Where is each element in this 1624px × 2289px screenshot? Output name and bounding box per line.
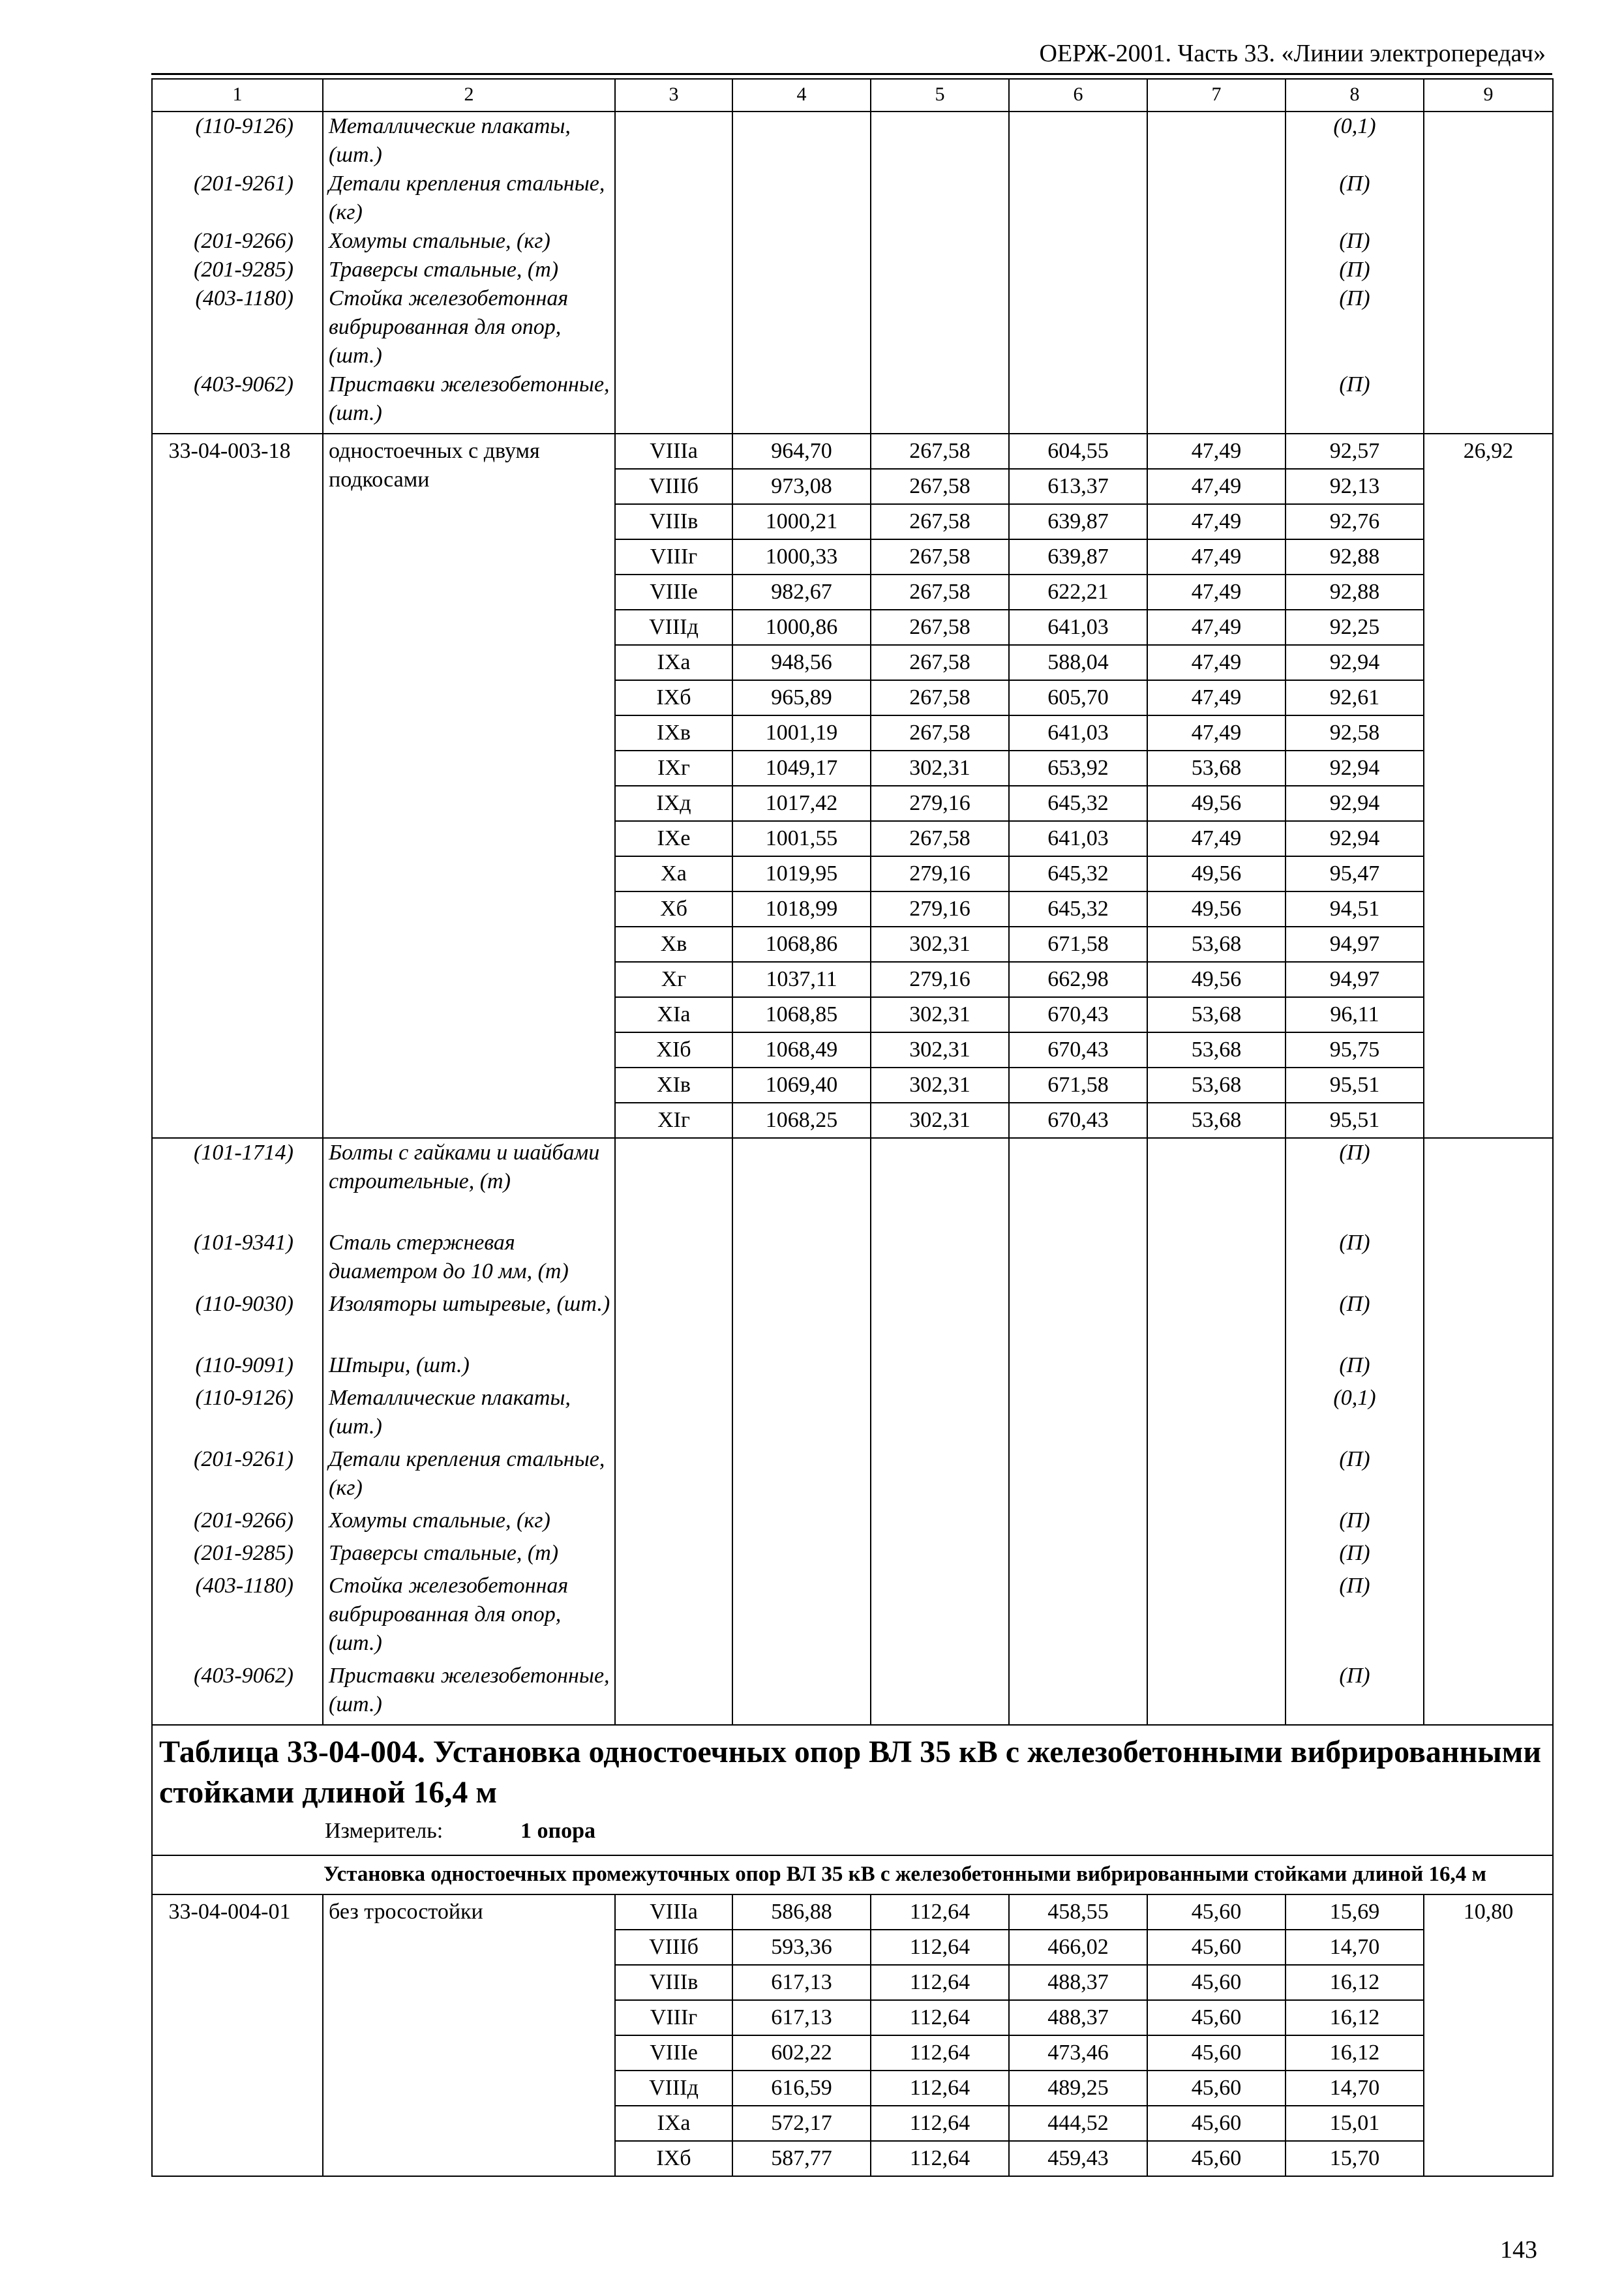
- resource-value: (0,1): [1333, 114, 1376, 138]
- value-cell: 302,31: [871, 997, 1009, 1032]
- value-cell: 1049,17: [732, 751, 871, 786]
- value-cell: 973,08: [732, 469, 871, 504]
- value-cell: 488,37: [1009, 1965, 1147, 2000]
- zone-cell: VIIIб: [615, 469, 732, 504]
- zone-cell: VIIIг: [615, 2000, 732, 2035]
- empty-cell: [1009, 112, 1147, 434]
- value-cell: 92,13: [1286, 469, 1424, 504]
- value-cell: 645,32: [1009, 856, 1147, 891]
- measure-line: [159, 1817, 1544, 1846]
- value-cell: 47,49: [1147, 821, 1286, 856]
- value-cell: 92,61: [1286, 680, 1424, 715]
- value-cell: 47,49: [1147, 434, 1286, 469]
- value-cell: 639,87: [1009, 504, 1147, 539]
- value-cell: 279,16: [871, 856, 1009, 891]
- value-cell: 53,68: [1147, 927, 1286, 962]
- zone-cell: Xб: [615, 891, 732, 927]
- value-cell: 617,13: [732, 2000, 871, 2035]
- resource-name: Сталь стержневая диаметром до 10 мм, (т): [329, 1231, 569, 1283]
- value-cell: 587,77: [732, 2141, 871, 2176]
- resource-names: [323, 1138, 615, 1725]
- resource-name: Стойка железобетонная вибрированная для опор, (шт.): [329, 286, 569, 368]
- resource-code: (201-9285): [194, 1541, 293, 1565]
- col-number: 3: [615, 79, 732, 112]
- zone-cell: IXб: [615, 2141, 732, 2176]
- value-cell: 112,64: [871, 2141, 1009, 2176]
- value-cell: 47,49: [1147, 680, 1286, 715]
- zone-cell: IXа: [615, 645, 732, 680]
- value-cell: 45,60: [1147, 2035, 1286, 2071]
- resource-code: (101-1714): [194, 1141, 293, 1165]
- value-cell: 279,16: [871, 962, 1009, 997]
- value-cell: 586,88: [732, 1894, 871, 1930]
- zone-cell: XIв: [615, 1068, 732, 1103]
- table-004-subtitle-row: [152, 1855, 1553, 1894]
- value-cell: 473,46: [1009, 2035, 1147, 2071]
- empty-cell: [732, 112, 871, 434]
- value-cell: 92,94: [1286, 786, 1424, 821]
- value-cell: 1069,40: [732, 1068, 871, 1103]
- running-header: ОЕРЖ-2001. Часть 33. «Линии электропередач»: [1039, 40, 1546, 67]
- zone-cell: VIIIе: [615, 2035, 732, 2071]
- zone-cell: VIIIв: [615, 1965, 732, 2000]
- value-cell: 267,58: [871, 610, 1009, 645]
- value-cell: 302,31: [871, 1103, 1009, 1138]
- value-cell: 92,94: [1286, 751, 1424, 786]
- resource-section-2: [152, 1138, 1553, 1725]
- zone-cell: IXв: [615, 715, 732, 751]
- value-cell: 53,68: [1147, 1032, 1286, 1068]
- value-cell: 95,51: [1286, 1103, 1424, 1138]
- resource-code: (201-9266): [194, 1508, 293, 1533]
- value-cell: 267,58: [871, 645, 1009, 680]
- resource-name: Приставки железобетонные, (шт.): [329, 372, 610, 425]
- resource-name: Траверсы стальные, (т): [329, 258, 559, 282]
- resource-value: (П): [1339, 258, 1370, 282]
- resource-value: (П): [1339, 1141, 1370, 1165]
- value-cell: 671,58: [1009, 1068, 1147, 1103]
- value-cell: 47,49: [1147, 610, 1286, 645]
- value-cell: 92,88: [1286, 539, 1424, 575]
- resource-value: (П): [1339, 1574, 1370, 1598]
- value-cell: 459,43: [1009, 2141, 1147, 2176]
- value-cell: 95,75: [1286, 1032, 1424, 1068]
- resource-value: (0,1): [1333, 1386, 1376, 1410]
- resource-code: (403-1180): [195, 286, 293, 310]
- resource-codes: [152, 1138, 323, 1725]
- col-number: 6: [1009, 79, 1147, 112]
- zone-cell: Xг: [615, 962, 732, 997]
- value-cell: 1000,86: [732, 610, 871, 645]
- value-cell: 671,58: [1009, 927, 1147, 962]
- value-cell: 49,56: [1147, 856, 1286, 891]
- zone-cell: VIIIа: [615, 1894, 732, 1930]
- value-cell: 639,87: [1009, 539, 1147, 575]
- value-cell: 112,64: [871, 1965, 1009, 2000]
- value-cell: 53,68: [1147, 1068, 1286, 1103]
- value-cell: 1068,49: [732, 1032, 871, 1068]
- zone-cell: VIIIг: [615, 539, 732, 575]
- resource-name: Металлические плакаты, (шт.): [329, 114, 571, 167]
- value-cell: 15,70: [1286, 2141, 1424, 2176]
- col-number: 7: [1147, 79, 1286, 112]
- resource-names: [323, 112, 615, 434]
- value-cell: 622,21: [1009, 575, 1147, 610]
- resource-value: (П): [1339, 172, 1370, 196]
- value-cell: 267,58: [871, 504, 1009, 539]
- zone-cell: XIб: [615, 1032, 732, 1068]
- resource-value: (П): [1339, 229, 1370, 253]
- value-cell: 1001,55: [732, 821, 871, 856]
- value-cell: 302,31: [871, 1032, 1009, 1068]
- table-row: [152, 1894, 1553, 1930]
- table-row: [152, 434, 1553, 469]
- value-cell: 14,70: [1286, 1930, 1424, 1965]
- resource-name: Болты с гайками и шайбами строительные, (т): [329, 1141, 600, 1193]
- value-cell: 45,60: [1147, 1930, 1286, 1965]
- resource-code: (101-9341): [194, 1231, 293, 1255]
- value-cell: 92,25: [1286, 610, 1424, 645]
- value-cell: 47,49: [1147, 504, 1286, 539]
- header-rule: [151, 73, 1552, 75]
- value-cell: 670,43: [1009, 1103, 1147, 1138]
- resource-code: (201-9266): [194, 229, 293, 253]
- resource-value: (П): [1339, 1508, 1370, 1533]
- value-cell: 53,68: [1147, 1103, 1286, 1138]
- col9-value: 10,80: [1424, 1894, 1553, 2176]
- col9-value: 26,92: [1424, 434, 1553, 1138]
- value-cell: 96,11: [1286, 997, 1424, 1032]
- zone-cell: IXа: [615, 2106, 732, 2141]
- resource-code: (403-1180): [195, 1574, 293, 1598]
- col-number: 4: [732, 79, 871, 112]
- value-cell: 466,02: [1009, 1930, 1147, 1965]
- value-cell: 267,58: [871, 821, 1009, 856]
- measure-value: 1 опора: [520, 1819, 595, 1843]
- value-cell: 112,64: [871, 2071, 1009, 2106]
- value-cell: 92,94: [1286, 645, 1424, 680]
- zone-cell: VIIIд: [615, 2071, 732, 2106]
- value-cell: 47,49: [1147, 715, 1286, 751]
- value-cell: 1018,99: [732, 891, 871, 927]
- value-cell: 302,31: [871, 927, 1009, 962]
- value-cell: 45,60: [1147, 2141, 1286, 2176]
- resource-codes: [152, 112, 323, 434]
- value-cell: 641,03: [1009, 610, 1147, 645]
- col-number: 9: [1424, 79, 1553, 112]
- resource-value: (П): [1339, 1353, 1370, 1377]
- item-name: одностоечных с двумя подкосами: [323, 434, 615, 1138]
- value-cell: 1000,33: [732, 539, 871, 575]
- value-cell: 613,37: [1009, 469, 1147, 504]
- value-cell: 1068,25: [732, 1103, 871, 1138]
- empty-cell: [615, 112, 732, 434]
- resource-name: Детали крепления стальные, (кг): [329, 1447, 605, 1500]
- table-title: Таблица 33-04-004. Установка одностоечных опор ВЛ 35 кВ с железобетонными вибрированными стойками длиной 16,4 м: [159, 1735, 1542, 1810]
- zone-cell: VIIIв: [615, 504, 732, 539]
- value-cell: 645,32: [1009, 786, 1147, 821]
- empty-cell: [1424, 112, 1553, 434]
- table-004-title-cell: [152, 1725, 1553, 1855]
- value-cell: 45,60: [1147, 2071, 1286, 2106]
- value-cell: 112,64: [871, 2000, 1009, 2035]
- resource-name: Траверсы стальные, (т): [329, 1541, 559, 1565]
- value-cell: 1068,85: [732, 997, 871, 1032]
- measure-label: Измеритель:: [325, 1819, 444, 1843]
- value-cell: 95,51: [1286, 1068, 1424, 1103]
- value-cell: 267,58: [871, 575, 1009, 610]
- empty-cell: [615, 1138, 732, 1725]
- value-cell: 49,56: [1147, 962, 1286, 997]
- value-cell: 588,04: [1009, 645, 1147, 680]
- empty-cell: [1009, 1138, 1147, 1725]
- value-cell: 47,49: [1147, 539, 1286, 575]
- value-cell: 112,64: [871, 1930, 1009, 1965]
- value-cell: 92,76: [1286, 504, 1424, 539]
- resource-code: (201-9261): [194, 1447, 293, 1471]
- resource-code: (110-9126): [195, 1386, 293, 1410]
- value-cell: 16,12: [1286, 2000, 1424, 2035]
- value-cell: 641,03: [1009, 821, 1147, 856]
- zone-cell: IXд: [615, 786, 732, 821]
- value-cell: 47,49: [1147, 469, 1286, 504]
- value-cell: 45,60: [1147, 1965, 1286, 2000]
- value-cell: 49,56: [1147, 786, 1286, 821]
- value-cell: 47,49: [1147, 645, 1286, 680]
- col-number: 2: [323, 79, 615, 112]
- zone-cell: Xв: [615, 927, 732, 962]
- value-cell: 444,52: [1009, 2106, 1147, 2141]
- resource-value: (П): [1339, 1447, 1370, 1471]
- rates-table: [151, 78, 1554, 2177]
- resource-value: (П): [1339, 286, 1370, 310]
- value-cell: 982,67: [732, 575, 871, 610]
- value-cell: 267,58: [871, 715, 1009, 751]
- resource-values: [1286, 112, 1424, 434]
- value-cell: 94,97: [1286, 962, 1424, 997]
- item-name: без тросостойки: [323, 1894, 615, 2176]
- zone-cell: XIг: [615, 1103, 732, 1138]
- empty-cell: [871, 1138, 1009, 1725]
- value-cell: 616,59: [732, 2071, 871, 2106]
- value-cell: 653,92: [1009, 751, 1147, 786]
- value-cell: 267,58: [871, 539, 1009, 575]
- value-cell: 572,17: [732, 2106, 871, 2141]
- value-cell: 94,97: [1286, 927, 1424, 962]
- value-cell: 488,37: [1009, 2000, 1147, 2035]
- value-cell: 670,43: [1009, 1032, 1147, 1068]
- table-004-title-row: [152, 1725, 1553, 1855]
- empty-cell: [1424, 1138, 1553, 1725]
- col-number: 8: [1286, 79, 1424, 112]
- value-cell: 965,89: [732, 680, 871, 715]
- value-cell: 1019,95: [732, 856, 871, 891]
- zone-cell: IXб: [615, 680, 732, 715]
- value-cell: 489,25: [1009, 2071, 1147, 2106]
- value-cell: 15,69: [1286, 1894, 1424, 1930]
- resource-values: [1286, 1138, 1424, 1725]
- resource-code: (110-9126): [195, 114, 293, 138]
- value-cell: 14,70: [1286, 2071, 1424, 2106]
- resource-name: Металлические плакаты, (шт.): [329, 1386, 571, 1439]
- value-cell: 1017,42: [732, 786, 871, 821]
- value-cell: 112,64: [871, 1894, 1009, 1930]
- zone-cell: IXе: [615, 821, 732, 856]
- resource-value: (П): [1339, 372, 1370, 396]
- value-cell: 302,31: [871, 1068, 1009, 1103]
- value-cell: 16,12: [1286, 1965, 1424, 2000]
- value-cell: 92,57: [1286, 434, 1424, 469]
- value-cell: 15,01: [1286, 2106, 1424, 2141]
- resource-code: (110-9091): [195, 1353, 293, 1377]
- resource-code: (110-9030): [195, 1292, 293, 1316]
- value-cell: 95,47: [1286, 856, 1424, 891]
- value-cell: 47,49: [1147, 575, 1286, 610]
- resource-code: (201-9285): [194, 258, 293, 282]
- resource-code: (201-9261): [194, 172, 293, 196]
- value-cell: 267,58: [871, 680, 1009, 715]
- value-cell: 604,55: [1009, 434, 1147, 469]
- resource-section-1: [152, 112, 1553, 434]
- empty-cell: [732, 1138, 871, 1725]
- value-cell: 617,13: [732, 1965, 871, 2000]
- page-number: 143: [1500, 2236, 1537, 2264]
- value-cell: 302,31: [871, 751, 1009, 786]
- value-cell: 112,64: [871, 2035, 1009, 2071]
- resource-code: (403-9062): [194, 1664, 293, 1688]
- resource-name: Стойка железобетонная вибрированная для опор, (шт.): [329, 1574, 569, 1655]
- value-cell: 662,98: [1009, 962, 1147, 997]
- zone-cell: VIIIд: [615, 610, 732, 645]
- zone-cell: IXг: [615, 751, 732, 786]
- value-cell: 602,22: [732, 2035, 871, 2071]
- resource-name: Штыри, (шт.): [329, 1353, 470, 1377]
- column-number-row: [152, 79, 1553, 112]
- value-cell: 49,56: [1147, 891, 1286, 927]
- value-cell: 92,88: [1286, 575, 1424, 610]
- zone-cell: VIIIе: [615, 575, 732, 610]
- value-cell: 16,12: [1286, 2035, 1424, 2071]
- value-cell: 1001,19: [732, 715, 871, 751]
- value-cell: 1037,11: [732, 962, 871, 997]
- value-cell: 267,58: [871, 469, 1009, 504]
- value-cell: 670,43: [1009, 997, 1147, 1032]
- value-cell: 605,70: [1009, 680, 1147, 715]
- resource-value: (П): [1339, 1541, 1370, 1565]
- value-cell: 593,36: [732, 1930, 871, 1965]
- value-cell: 53,68: [1147, 751, 1286, 786]
- value-cell: 112,64: [871, 2106, 1009, 2141]
- value-cell: 267,58: [871, 434, 1009, 469]
- value-cell: 645,32: [1009, 891, 1147, 927]
- resource-name: Изоляторы штыревые, (шт.): [329, 1292, 610, 1316]
- resource-name: Хомуты стальные, (кг): [329, 1508, 550, 1533]
- value-cell: 53,68: [1147, 997, 1286, 1032]
- col-number: 5: [871, 79, 1009, 112]
- zone-cell: XIа: [615, 997, 732, 1032]
- value-cell: 279,16: [871, 786, 1009, 821]
- empty-cell: [1147, 1138, 1286, 1725]
- resource-value: (П): [1339, 1231, 1370, 1255]
- item-code: 33-04-004-01: [152, 1894, 323, 2176]
- resource-name: Детали крепления стальные, (кг): [329, 172, 605, 224]
- value-cell: 45,60: [1147, 2000, 1286, 2035]
- item-code: 33-04-003-18: [152, 434, 323, 1138]
- empty-cell: [1147, 112, 1286, 434]
- value-cell: 641,03: [1009, 715, 1147, 751]
- value-cell: 45,60: [1147, 1894, 1286, 1930]
- zone-cell: Xа: [615, 856, 732, 891]
- resource-value: (П): [1339, 1292, 1370, 1316]
- value-cell: 964,70: [732, 434, 871, 469]
- empty-cell: [871, 112, 1009, 434]
- value-cell: 92,58: [1286, 715, 1424, 751]
- value-cell: 1068,86: [732, 927, 871, 962]
- value-cell: 458,55: [1009, 1894, 1147, 1930]
- value-cell: 948,56: [732, 645, 871, 680]
- col-number: 1: [152, 79, 323, 112]
- table-subtitle: Установка одностоечных промежуточных опор ВЛ 35 кВ с железобетонными вибрированными стойками длиной 16,4 м: [152, 1855, 1553, 1894]
- value-cell: 45,60: [1147, 2106, 1286, 2141]
- value-cell: 94,51: [1286, 891, 1424, 927]
- value-cell: 279,16: [871, 891, 1009, 927]
- value-cell: 1000,21: [732, 504, 871, 539]
- zone-cell: VIIIб: [615, 1930, 732, 1965]
- value-cell: 92,94: [1286, 821, 1424, 856]
- resource-name: Хомуты стальные, (кг): [329, 229, 550, 253]
- resource-name: Приставки железобетонные, (шт.): [329, 1664, 610, 1716]
- resource-value: (П): [1339, 1664, 1370, 1688]
- resource-code: (403-9062): [194, 372, 293, 396]
- zone-cell: VIIIа: [615, 434, 732, 469]
